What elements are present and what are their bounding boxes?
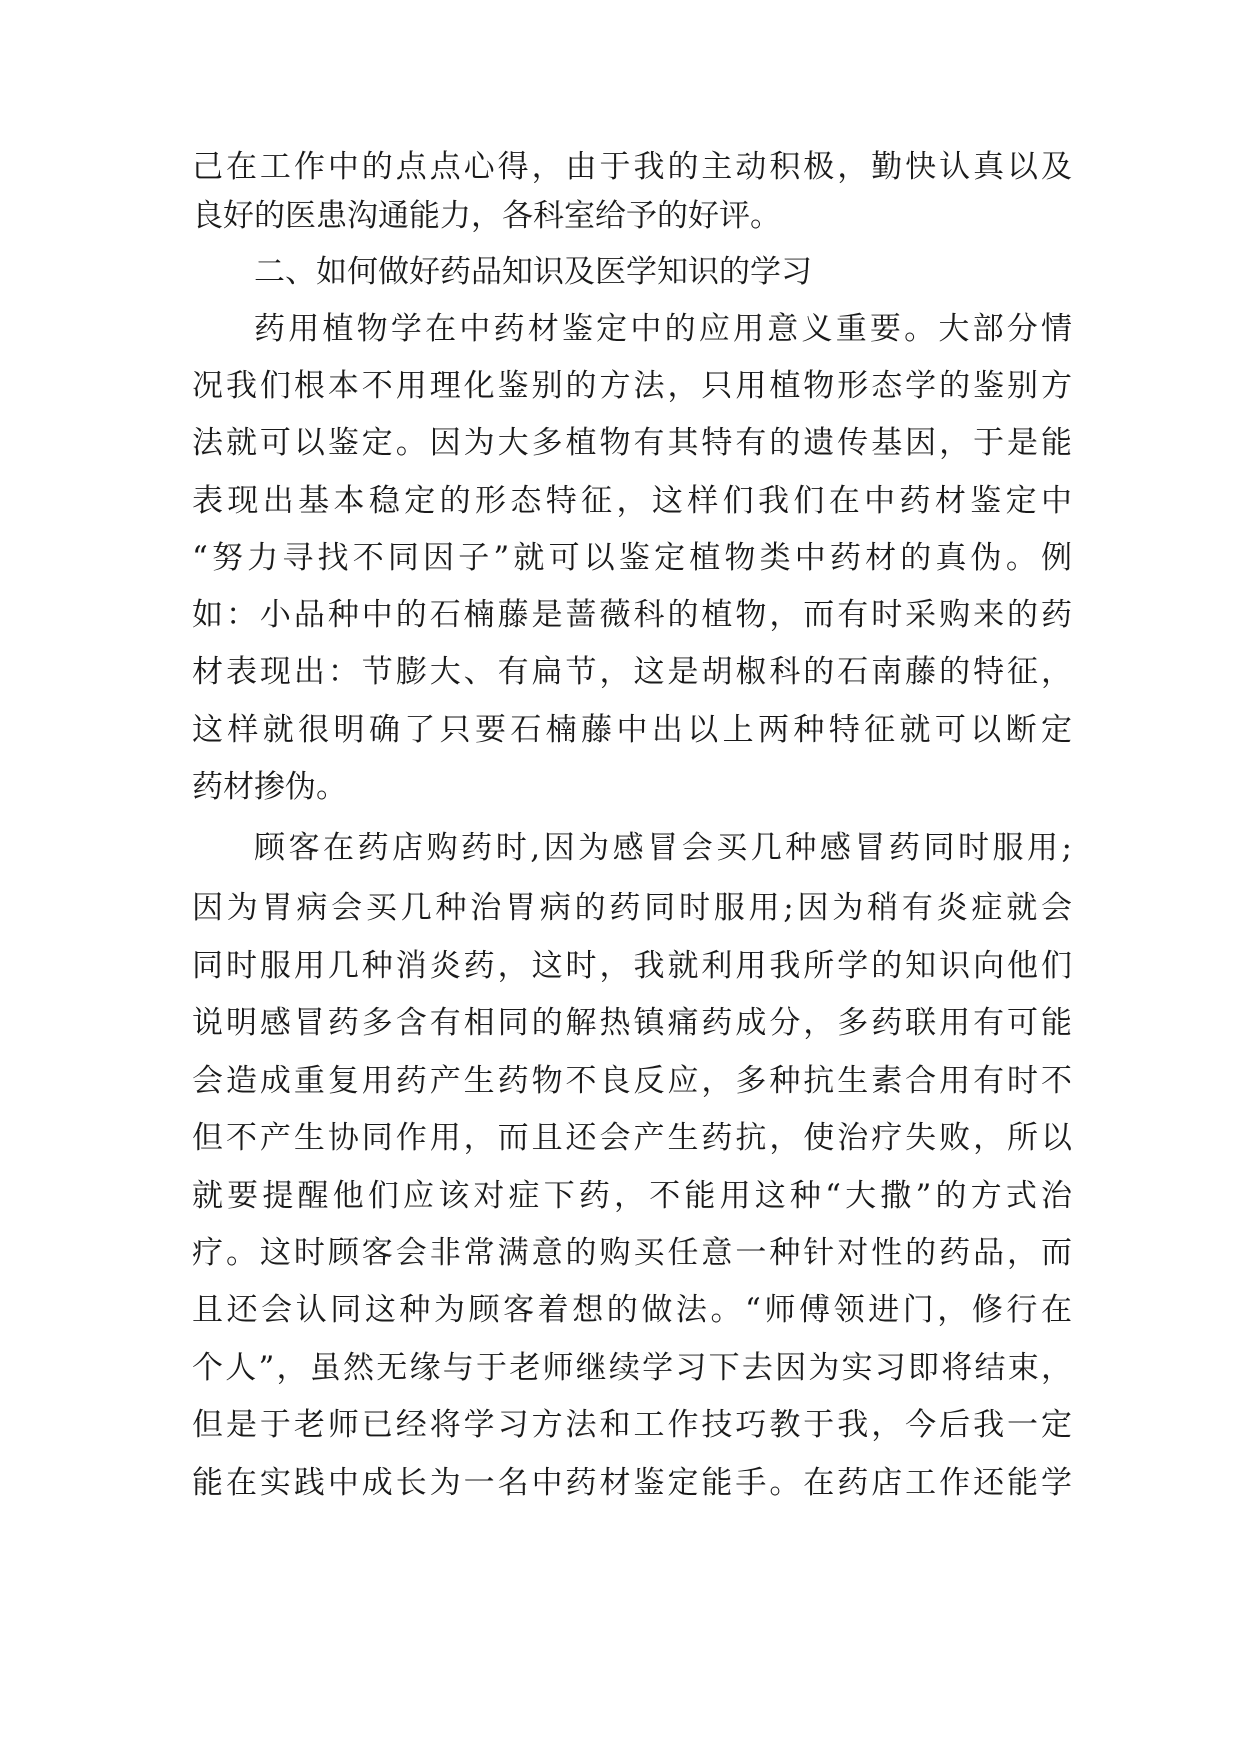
text-line: 但不产生协同作用，而且还会产生药抗，使治疗失败，所以 <box>192 1120 1072 1156</box>
text-line: 会造成重复用药产生药物不良反应，多种抗生素合用有时不 <box>192 1063 1072 1099</box>
text-line: 这样就很明确了只要石楠藤中出以上两种特征就可以断定 <box>192 712 1072 748</box>
text-line: 疗。这时顾客会非常满意的购买任意一种针对性的药品，而 <box>192 1235 1072 1271</box>
text-line: 能在实践中成长为一名中药材鉴定能手。在药店工作还能学 <box>192 1465 1072 1501</box>
text-line: 况我们根本不用理化鉴别的方法，只用植物形态学的鉴别方 <box>192 368 1072 404</box>
text-line: 因为胃病会买几种治胃病的药同时服用;因为稍有炎症就会 <box>192 890 1072 926</box>
text-line: 说明感冒药多含有相同的解热镇痛药成分，多药联用有可能 <box>192 1005 1072 1041</box>
text-line: 顾客在药店购药时,因为感冒会买几种感冒药同时服用; <box>254 830 1072 866</box>
text-line: 但是于老师已经将学习方法和工作技巧教于我，今后我一定 <box>192 1407 1072 1443</box>
text-line: 个人”，虽然无缘与于老师继续学习下去因为实习即将结束， <box>192 1350 1072 1386</box>
text-line: 药材掺伪。 <box>192 769 347 805</box>
text-line: 且还会认同这种为顾客着想的做法。“师傅领进门，修行在 <box>192 1292 1072 1328</box>
text-line: 己在工作中的点点心得，由于我的主动积极，勤快认真以及 <box>192 149 1072 185</box>
text-line: 材表现出：节膨大、有扁节，这是胡椒科的石南藤的特征， <box>192 654 1072 690</box>
text-line: “努力寻找不同因子”就可以鉴定植物类中药材的真伪。例 <box>192 540 1072 576</box>
section-heading: 二、如何做好药品知识及医学知识的学习 <box>254 254 812 290</box>
text-line: 如：小品种中的石楠藤是蔷薇科的植物，而有时采购来的药 <box>192 597 1072 633</box>
text-line: 法就可以鉴定。因为大多植物有其特有的遗传基因，于是能 <box>192 425 1072 461</box>
text-line: 就要提醒他们应该对症下药，不能用这种“大撒”的方式治 <box>192 1178 1072 1214</box>
text-line: 同时服用几种消炎药，这时，我就利用我所学的知识向他们 <box>192 948 1072 984</box>
text-line: 良好的医患沟通能力，各科室给予的好评。 <box>192 198 781 234</box>
text-line: 药用植物学在中药材鉴定中的应用意义重要。大部分情 <box>254 311 1072 347</box>
text-line: 表现出基本稳定的形态特征，这样们我们在中药材鉴定中 <box>192 483 1072 519</box>
